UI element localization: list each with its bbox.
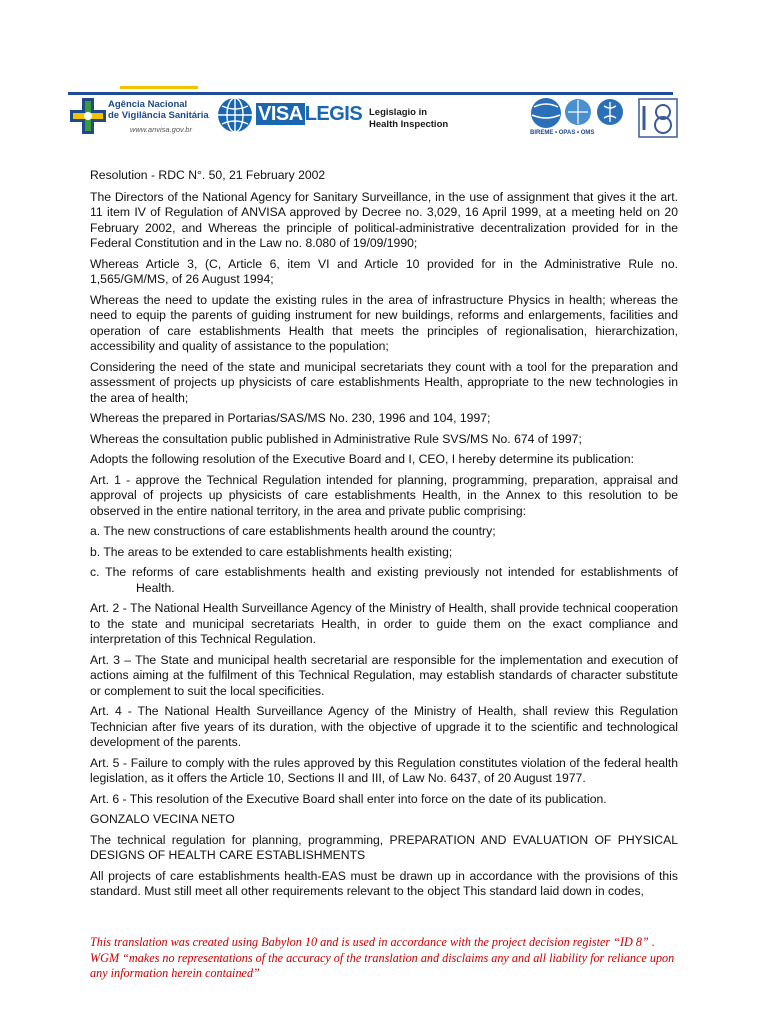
visalegis-logo [216,96,363,134]
anvisa-logo [68,96,218,138]
paragraph: Whereas the prepared in Portarias/SAS/MS No. 230, 1996 and 104, 1997; [90,411,491,425]
bireme-globes-icon [526,97,636,131]
document-body [90,168,678,905]
anvisa-cross-icon [68,96,108,136]
paragraph: Considering the need of the state and municipal secretariats they count with a tool for the preparation and assessment of projects up physicists of care establishments Health, appropriate to the new technologies in the area of health; [90,359,678,405]
article-2: Art. 2 - The National Health Surveillance Agency of the Ministry of Health, shall provide technical cooperation to the state and municipal secretariats Health, in order to guide them on the exact compliance and interpretation of this Technical Regulation. [90,601,678,646]
paragraph: Whereas Article 3, (C, Article 6, item VI and Article 10 provided for in the Administrative Rule no. 1,565/GM/MS, of 26 August 1994; [90,256,678,286]
list-item: b. The areas to be extended to care establishments health existing; [90,544,453,559]
header-accent-line [120,86,198,89]
translation-disclaimer: This translation was created using Babylon 10 and is used in accordance with the project decision register “ID 8” . WGM “makes no representations of the accuracy of the translation and disclaims any and all liability for reliance upon any information herein contained” [90,935,675,980]
article-3: Art. 3 – The State and municipal health secretarial are responsible for the implementation and execution of actions aiming at the fulfilment of this Technical Regulation, may establish standards of character substitute or complement to suit the local specificities. [90,652,678,698]
article-6: Art. 6 - This resolution of the Executive Board shall enter into force on the date of its publication. [90,791,607,806]
article-5: Art. 5 - Failure to comply with the rules approved by this Regulation constitutes violation of the federal health legislation, as it offers the Article 10, Sections II and III, of Law No. 6437, of 20 August 1977. [90,755,678,785]
bireme-logo [526,97,636,139]
resolution-title: Resolution - RDC N°. 50, 21 February 2002 [90,168,326,182]
regulation-heading: The technical regulation for planning, programming, PREPARATION AND EVALUATION OF PHYSICAL DESIGNS OF HEALTH CARE ESTABLISHMENTS [90,832,678,862]
list-item: c. The reforms of care establishments health and existing previously not intended for establishments of Health. [90,565,678,595]
regulation-paragraph: All projects of care establishments health-EAS must be drawn up in accordance with the provisions of this standard. Must still meet all other requirements relevant to the object This standard laid down in codes, [90,868,678,898]
paragraph: The Directors of the National Agency for Sanitary Surveillance, in the use of assignment that gives it the art. 11 item IV of Regulation of ANVISA approved by Decree no. 3,029, 16 April 1999, at a meeting held on 20 February 2002, and Whereas the principle of political-administrative decentralization provided for in the Federal Constitution and in the Law no. 8.080 of 19/09/1990; [90,189,678,250]
paragraph: Adopts the following resolution of the Executive Board and I, CEO, I hereby determine its publication: [90,452,635,466]
header-rule [68,92,673,95]
anvisa-url: www.anvisa.gov.br [130,125,192,134]
article-4: Art. 4 - The National Health Surveillance Agency of the Ministry of Health, shall review this Regulation Technician after five years of its duration, with the objective of upgrade it to the scientific and technological development of the parents. [90,704,678,749]
globe-icon [216,96,256,134]
bireme-label: BIREME • OPAS • OMS [530,130,595,136]
article-1: Art. 1 - approve the Technical Regulation intended for planning, programming, preparation, appraisal and approval of projects up physicists of care establishments Health, in the Annex to this resolution to be observed in the entire national territory, in the area and private public comprising: [90,472,678,518]
signatory: GONZALO VECINA NETO [90,812,235,826]
paragraph: Whereas the need to update the existing rules in the area of infrastructure Physics in health; whereas the need to equip the parents of guiding instrument for new buildings, reforms and enlargements, facilities and operation of care establishments Health that meets the principles of regionalisation, hierarchization, accessibility and quality of assistance to the population; [90,292,678,353]
visalegis-wordmark: VISA LEGIS [258,103,363,125]
anvisa-name: Agência Nacional de Vigilância Sanitária [108,99,209,121]
list-item: a. The new constructions of care establishments health around the country; [90,524,496,538]
paragraph: Whereas the consultation public published in Administrative Rule SVS/MS No. 674 of 1997; [90,431,582,446]
legislation-label: Legislagio in Health Inspection [369,107,449,130]
bvs-logo-icon [638,98,678,138]
